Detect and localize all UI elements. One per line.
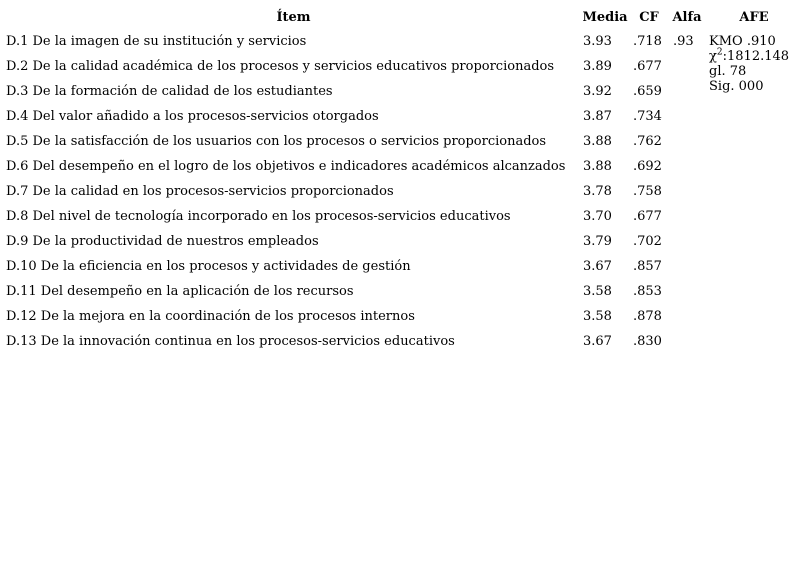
cf-cell: .702 [633, 234, 662, 249]
table-row [6, 29, 803, 54]
reliability-table-container [6, 6, 803, 354]
alfa-empty-cell [669, 304, 705, 329]
item-cell: D.13 De la innovación continua en los procesos-servicios educativos [6, 334, 455, 349]
alfa-empty-cell [669, 204, 705, 229]
alfa-empty-cell [669, 79, 705, 104]
afe-sig: Sig. 000 [709, 79, 764, 94]
cf-cell: .853 [633, 284, 662, 299]
media-cell: 3.88 [583, 159, 612, 174]
header-item: Ítem [276, 10, 311, 25]
cf-cell: .659 [633, 84, 662, 99]
cf-cell: .878 [633, 309, 662, 324]
item-cell: D.2 De la calidad académica de los procesos y servicios educativos proporcionados [6, 59, 555, 74]
cf-cell: .677 [633, 59, 662, 74]
chi-value: :1812.148 [722, 49, 790, 64]
alfa-empty-cell [669, 154, 705, 179]
item-cell: D.9 De la productividad de nuestros empleados [6, 234, 319, 249]
alfa-empty-cell [669, 279, 705, 304]
alfa-empty-cell [669, 179, 705, 204]
header-cf: CF [639, 10, 659, 25]
media-cell: 3.58 [583, 309, 612, 324]
afe-empty-cell [705, 129, 803, 154]
header-row [6, 6, 803, 29]
table-row [6, 129, 803, 154]
alfa-empty-cell [669, 129, 705, 154]
cf-cell: .857 [633, 259, 662, 274]
alfa-empty-cell [669, 104, 705, 129]
afe-empty-cell [705, 279, 803, 304]
header-afe: AFE [739, 10, 769, 25]
cf-cell: .718 [633, 34, 662, 49]
table-row [6, 154, 803, 179]
afe-empty-cell [705, 329, 803, 354]
reliability-table [6, 6, 803, 354]
item-cell: D.4 Del valor añadido a los procesos-servicios otorgados [6, 109, 379, 124]
media-cell: 3.88 [583, 134, 612, 149]
item-cell: D.5 De la satisfacción de los usuarios con los procesos o servicios proporcionados [6, 134, 547, 149]
table-row [6, 204, 803, 229]
media-cell: 3.89 [583, 59, 612, 74]
item-cell: D.11 Del desempeño en la aplicación de los recursos [6, 284, 354, 299]
afe-empty-cell [705, 154, 803, 179]
alfa-empty-cell [669, 254, 705, 279]
cf-cell: .692 [633, 159, 662, 174]
media-cell: 3.58 [583, 284, 612, 299]
media-cell: 3.78 [583, 184, 612, 199]
table-row [6, 179, 803, 204]
cf-cell: .758 [633, 184, 662, 199]
media-cell: 3.79 [583, 234, 612, 249]
item-cell: D.1 De la imagen de su institución y servicios [6, 34, 307, 49]
cf-cell: .762 [633, 134, 662, 149]
table-row [6, 279, 803, 304]
chi-superscript: 2 [716, 47, 723, 58]
table-row [6, 79, 803, 104]
chi-symbol: χ [709, 49, 717, 64]
table-row [6, 104, 803, 129]
header-alfa: Alfa [672, 10, 702, 25]
table-row [6, 54, 803, 79]
alfa-empty-cell [669, 329, 705, 354]
media-cell: 3.67 [583, 259, 612, 274]
afe-summary [705, 29, 803, 129]
table-row [6, 329, 803, 354]
table-row [6, 304, 803, 329]
header-media: Media [582, 10, 628, 25]
alfa-empty-cell [669, 54, 705, 79]
item-cell: D.3 De la formación de calidad de los estudiantes [6, 84, 333, 99]
item-cell: D.10 De la eficiencia en los procesos y actividades de gestión [6, 259, 411, 274]
afe-chi-square [709, 49, 803, 64]
cf-cell: .677 [633, 209, 662, 224]
item-cell: D.6 Del desempeño en el logro de los objetivos e indicadores académicos alcanzados [6, 159, 566, 174]
cf-cell: .830 [633, 334, 662, 349]
table-row [6, 229, 803, 254]
afe-kmo: KMO .910 [709, 34, 776, 49]
item-cell: D.8 Del nivel de tecnología incorporado en los procesos-servicios educativos [6, 209, 511, 224]
item-cell: D.7 De la calidad en los procesos-servicios proporcionados [6, 184, 394, 199]
afe-empty-cell [705, 204, 803, 229]
media-cell: 3.67 [583, 334, 612, 349]
media-cell: 3.87 [583, 109, 612, 124]
table-row [6, 254, 803, 279]
media-cell: 3.93 [583, 34, 612, 49]
item-cell: D.12 De la mejora en la coordinación de los procesos internos [6, 309, 415, 324]
afe-empty-cell [705, 229, 803, 254]
alfa-value: .93 [673, 34, 694, 49]
afe-gl: gl. 78 [709, 64, 747, 79]
afe-empty-cell [705, 304, 803, 329]
cf-cell: .734 [633, 109, 662, 124]
media-cell: 3.70 [583, 209, 612, 224]
alfa-empty-cell [669, 229, 705, 254]
afe-empty-cell [705, 179, 803, 204]
afe-empty-cell [705, 254, 803, 279]
media-cell: 3.92 [583, 84, 612, 99]
